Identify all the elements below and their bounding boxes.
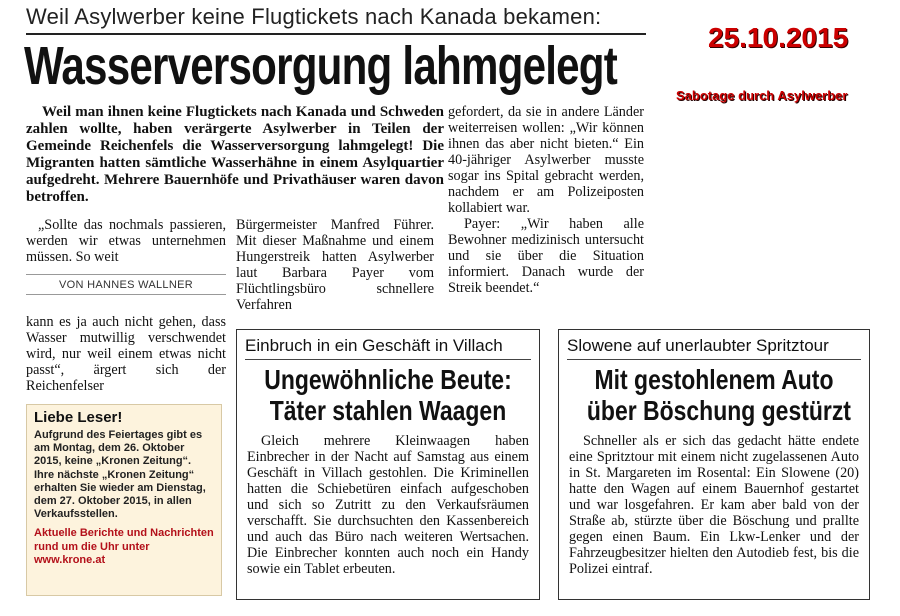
slovene-kicker: Slowene auf unerlaubter Spritztour (567, 336, 829, 355)
slovene-divider (567, 359, 861, 360)
slovene-body: Schneller als er sich das gedacht hätte endete eine Spritztour mit einem nicht zugelassenen Auto in St. Margareten im Rosental: Ein Slowene (20) hatte den Wagen auf einem Bauernhof gestartet und war losgefahren. Er kam aber bald von der Straße ab, stürzte über die Böschung und prallte gegen einen Baum. Ein Lkw-Lenker und der Fahrzeugbesitzer hielten den Autodieb fest, bis die Polizei eintraf. (569, 433, 859, 577)
villach-body: Gleich mehrere Kleinwaagen haben Einbrecher in der Nacht auf Samstag aus einem Geschäft in Villach gestohlen. Die Kriminellen hatten die Schiebetüren einfach aufgeschoben und sich so Zutritt zu den Verkaufsräumen verschafft. Sie durchsuchten den Kassenbereich und auch das Büro nach weiteren Wertsachen. Die Einbrecher konnten auch noch ein Handy sowie ein Tablet erbeuten. (247, 433, 529, 577)
notice-website-link[interactable]: Aktuelle Berichte und Nachrichten rund um die Uhr unter www.krone.at (34, 527, 214, 566)
date-annotation: 25.10.2015 (708, 22, 849, 53)
villach-headline (264, 364, 512, 426)
notice-body: Aufgrund des Feiertages gibt es am Montag, dem 26. Oktober 2015, keine „Kronen Zeitung“. Ihre nächste „Kronen Zeitung“ erhalten Sie wieder am Dienstag, dem 27. Oktober 2015, in allen Verkaufsstellen. (34, 429, 206, 521)
slovene-headline (586, 364, 851, 426)
villach-story-box (236, 329, 540, 600)
notice-title: Liebe Leser! (34, 409, 123, 426)
slovene-headline-line-1: Mit gestohlenem Auto (594, 364, 834, 395)
article-column-3 (448, 104, 644, 296)
villach-headline-line-2: Täter stahlen Waagen (269, 395, 507, 426)
article-column-1-top: „Sollte das nochmals passieren, werden wir etwas unternehmen müssen. So weit (26, 217, 226, 265)
article-column-2: Bürgermeister Manfred Führer. Mit dieser Maßnahme und einem Hungerstreik hatten Asylwerber laut Barbara Payer vom Flüchtlingsbüro schnellere Verfahren (236, 217, 434, 313)
villach-divider (245, 359, 531, 360)
slovene-story-box (558, 329, 870, 600)
slovene-headline-line-2: über Böschung gestürzt (586, 395, 851, 426)
article-lead: Weil man ihnen keine Flugtickets nach Kanada und Schweden zahlen wollte, haben verärgerte Asylwerber in Teilen der Gemeinde Reichenfels die Wasserversorgung lahmgelegt! Die Migranten hatten sämtliche Wasserhähne in einem Asylquartier aufgedreht. Mehrere Bauernhöfe und Privathäuser waren davon betroffen. (26, 104, 444, 205)
article-kicker: Weil Asylwerber keine Flugtickets nach Kanada bekamen: (26, 4, 602, 29)
reader-notice-box (26, 404, 222, 596)
column-3-paragraph-2: Payer: „Wir haben alle Bewohner medizinisch untersucht und sie über die Situation informiert. Danach wurde der Streik beendet.“ (448, 216, 644, 296)
sabotage-annotation: Sabotage durch Asylwerber (676, 88, 848, 103)
article-column-1-bottom: kann es ja auch nicht gehen, dass Wasser mutwillig verschwendet wird, nur weil einem etwas nicht passt“, ärgert sich der Reichenfelser (26, 314, 226, 394)
villach-headline-line-1: Ungewöhnliche Beute: (264, 364, 512, 395)
villach-kicker: Einbruch in ein Geschäft in Villach (245, 336, 503, 355)
article-headline: Wasserversorgung lahmgelegt (24, 36, 617, 96)
column-3-paragraph-1: gefordert, da sie in andere Länder weiterreisen wollen: „Wir können ihnen das aber nicht bieten.“ Ein 40-jähriger Asylwerber musste sogar ins Spital gebracht werden, nachdem er am Polizeiposten kollabiert war. (448, 104, 644, 216)
author-byline: VON HANNES WALLNER (26, 274, 226, 295)
